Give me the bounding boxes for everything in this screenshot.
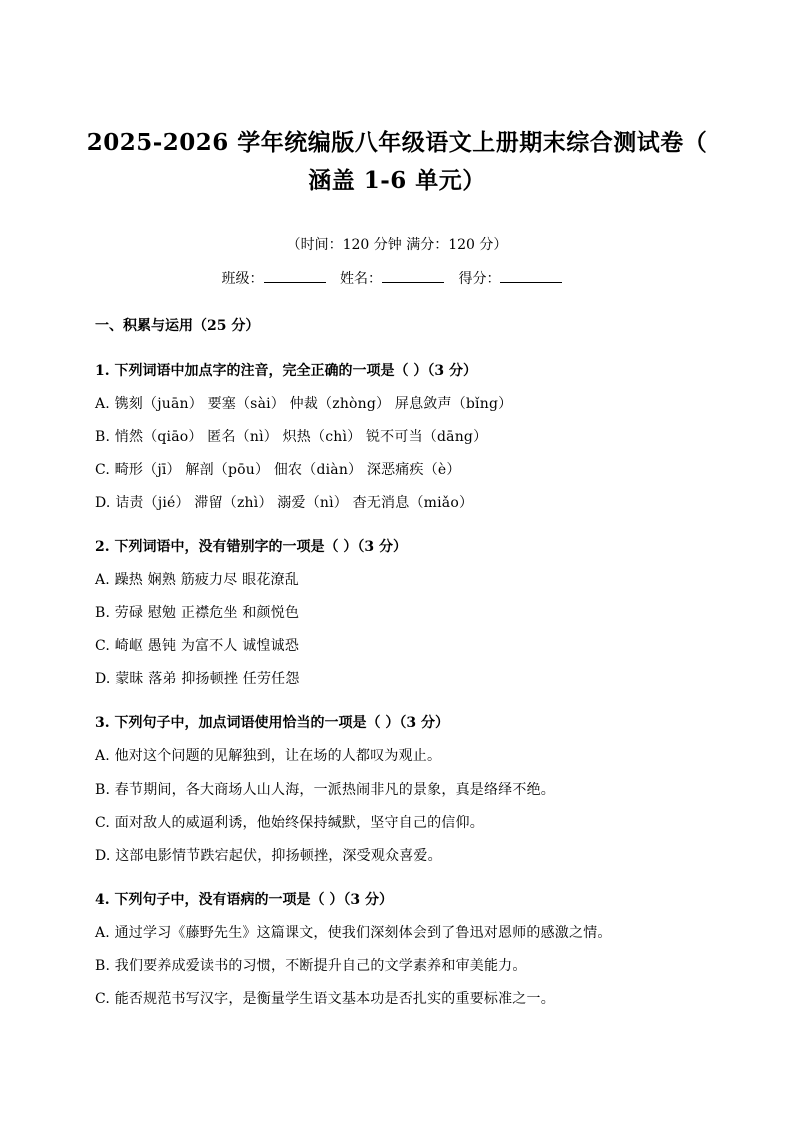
class-blank[interactable] xyxy=(264,268,326,283)
question-4-option-a: A. 通过学习《藤野先生》这篇课文，使我们深刻体会到了鲁迅对恩师的感激之情。 xyxy=(95,925,612,941)
section-heading: 一、积累与运用（25 分） xyxy=(95,318,260,334)
question-1-option-a: A. 镌刻（juān） 要塞（sài） 仲裁（zhòng） 屏息敛声（bǐng） xyxy=(95,396,513,412)
class-label: 班级： xyxy=(221,271,264,287)
exam-time-score: （时间：120 分钟 满分：120 分） xyxy=(286,237,508,253)
question-4-option-b: B. 我们要养成爱读书的习惯，不断提升自己的文学素养和审美能力。 xyxy=(95,958,527,974)
question-3-option-c: C. 面对敌人的威逼利诱，他始终保持缄默，坚守自己的信仰。 xyxy=(95,815,484,831)
question-3-option-b: B. 春节期间，各大商场人山人海，一派热闹非凡的景象，真是络绎不绝。 xyxy=(95,782,555,798)
score-blank[interactable] xyxy=(500,268,562,283)
student-info-fields xyxy=(60,268,734,289)
question-2-option-d: D. 蒙昧 落弟 抑扬顿挫 任劳任怨 xyxy=(95,671,300,687)
question-3-option-d: D. 这部电影情节跌宕起伏，抑扬顿挫，深受观众喜爱。 xyxy=(95,848,442,864)
question-4-stem: 4. 下列句子中，没有语病的一项是（ ）（3 分） xyxy=(95,892,393,908)
question-1-option-b: B. 悄然（qiāo） 匿名（nì） 炽热（chì） 锐不可当（dāng） xyxy=(95,429,488,445)
question-1-option-c: C. 畸形（jī） 解剖（pōu） 佃农（diàn） 深恶痛疾（è） xyxy=(95,462,461,478)
question-1-stem: 1. 下列词语中加点字的注音，完全正确的一项是（ ）（3 分） xyxy=(95,363,477,379)
exam-title-line2: 涵盖 1-6 单元） xyxy=(308,167,486,194)
question-4-option-c: C. 能否规范书写汉字，是衡量学生语文基本功是否扎实的重要标准之一。 xyxy=(95,991,555,1007)
question-3-option-a: A. 他对这个问题的见解独到，让在场的人都叹为观止。 xyxy=(95,748,442,764)
exam-title-line1: 2025-2026 学年统编版八年级语文上册期末综合测试卷（ xyxy=(86,129,708,156)
question-3-stem: 3. 下列句子中，加点词语使用恰当的一项是（ ）（3 分） xyxy=(95,715,449,731)
score-label: 得分： xyxy=(458,271,501,287)
question-2-option-c: C. 崎岖 愚钝 为富不人 诚惶诚恐 xyxy=(95,638,300,654)
name-label: 姓名： xyxy=(340,271,382,287)
question-2-option-b: B. 劳碌 慰勉 正襟危坐 和颜悦色 xyxy=(95,605,300,621)
name-blank[interactable] xyxy=(382,268,444,283)
question-1-option-d: D. 诘责（jié） 滞留（zhì） 溺爱（nì） 杳无消息（miǎo） xyxy=(95,495,474,511)
question-2-stem: 2. 下列词语中，没有错别字的一项是（ ）（3 分） xyxy=(95,539,407,555)
question-2-option-a: A. 躁热 娴熟 筋疲力尽 眼花潦乱 xyxy=(95,572,299,588)
